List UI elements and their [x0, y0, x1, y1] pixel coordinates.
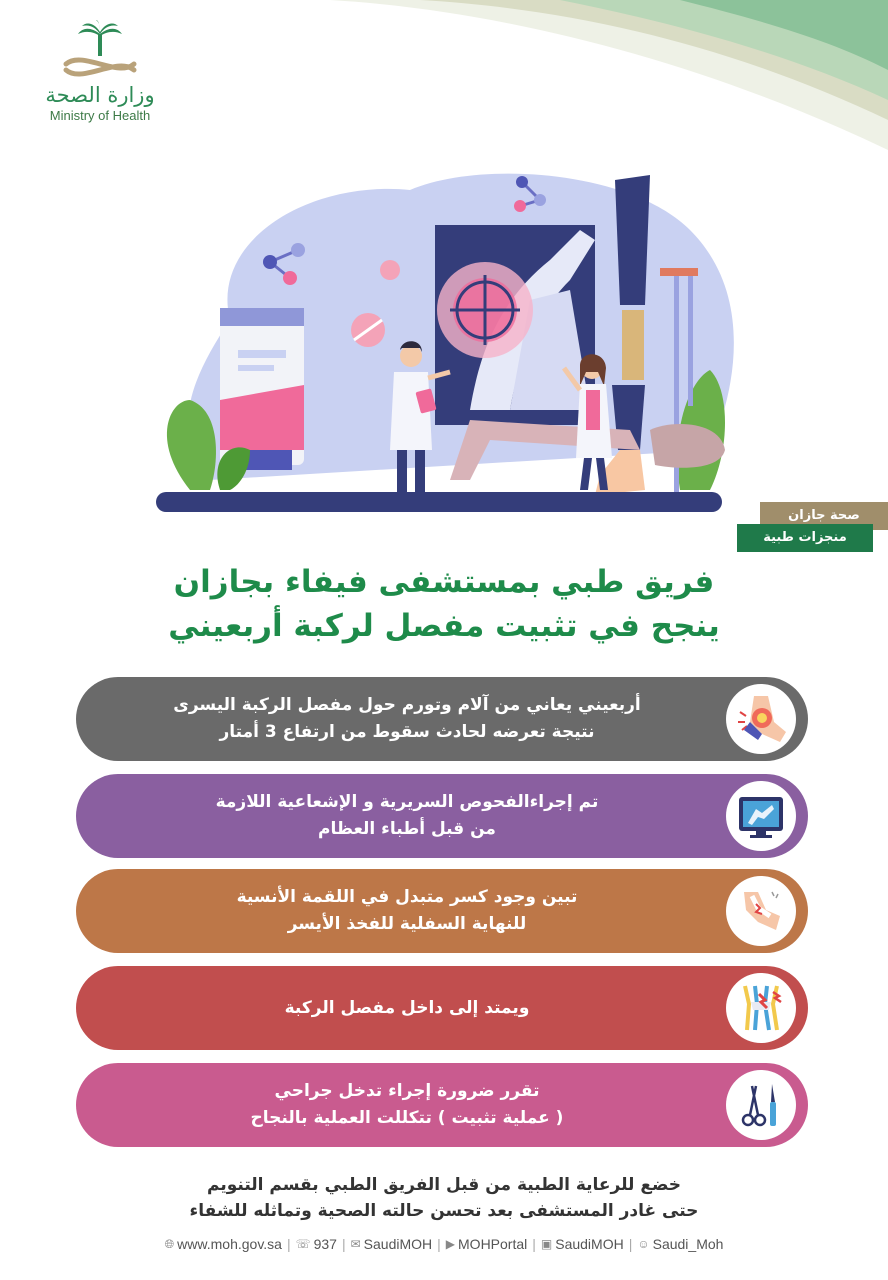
palm-swords-emblem-icon [52, 20, 148, 82]
info-card [76, 869, 808, 953]
phone-link[interactable] [291, 1236, 342, 1252]
snapchat-icon: ☺︎ [637, 1237, 650, 1251]
logo-arabic-name: وزارة الصحة [45, 83, 155, 107]
info-card-line-2: نتيجة تعرضه لحادث سقوط من ارتفاع 3 أمتار [219, 722, 595, 742]
headline [60, 560, 828, 648]
info-card-line-1: تقرر ضرورة إجراء تدخل جراحي [274, 1081, 540, 1101]
facebook-label: SaudiMOH [555, 1236, 624, 1252]
knee-joint-pain-icon [726, 973, 796, 1043]
youtube-icon: ▶︎ [445, 1237, 456, 1251]
info-card-text [116, 1063, 698, 1147]
injured-knee-icon [726, 684, 796, 754]
phone-icon: ☏ [295, 1237, 311, 1251]
info-card-line-1: تبين وجود كسر متبدل في اللقمة الأنسية [236, 887, 578, 907]
info-card-line-1: ويمتد إلى داخل مفصل الركبة [284, 997, 530, 1018]
info-card [76, 774, 808, 858]
website-link[interactable] [160, 1236, 287, 1252]
moh-logo [30, 20, 170, 132]
info-card-text [116, 677, 698, 761]
info-card-line-2: ( عملية تثبيت ) تتكللت العملية بالنجاح [250, 1108, 564, 1128]
twitter-label: SaudiMOH [363, 1236, 433, 1252]
info-card-line-1: أربعيني يعاني من آلام وتورم حول مفصل الركبة اليسرى [173, 695, 641, 715]
snapchat-link[interactable] [632, 1236, 728, 1252]
logo-english-name: Ministry of Health [49, 108, 151, 124]
snapchat-label: Saudi_Moh [652, 1236, 724, 1252]
info-card [76, 677, 808, 761]
website-label: www.moh.gov.sa [177, 1236, 282, 1252]
closing-statement [60, 1172, 828, 1224]
region-tag: صحة جازان [760, 502, 888, 530]
closing-line-1: خضع للرعاية الطبية من قبل الفريق الطبي بقسم التنويم [207, 1175, 681, 1195]
divider: | [437, 1236, 441, 1252]
info-card-text [116, 774, 698, 858]
info-card-text [116, 869, 698, 953]
info-card-text [116, 966, 698, 1050]
headline-line-1: فريق طبي بمستشفى فيفاء بجازان [173, 564, 715, 600]
facebook-link[interactable] [536, 1236, 629, 1252]
closing-line-2: حتى غادر المستشفى بعد تحسن حالته الصحية وتماثله للشفاء [189, 1201, 699, 1221]
social-bar [0, 1236, 888, 1252]
info-card [76, 966, 808, 1050]
info-card-line-1: تم إجراءالفحوص السريرية و الإشعاعية اللازمة [215, 792, 599, 812]
youtube-label: MOHPortal [458, 1236, 528, 1252]
knee-fracture-icon [726, 876, 796, 946]
facebook-icon: ▣ [540, 1237, 553, 1251]
twitter-icon: ✉︎ [350, 1237, 361, 1251]
divider: | [341, 1236, 346, 1252]
xray-monitor-icon [726, 781, 796, 851]
divider: | [532, 1236, 536, 1252]
globe-icon: 🌐︎ [164, 1236, 175, 1251]
info-card-line-2: للنهاية السفلية للفخذ الأيسر [287, 914, 527, 934]
phone-label: 937 [313, 1236, 337, 1252]
medical-team-illustration [150, 150, 750, 520]
info-card [76, 1063, 808, 1147]
headline-line-2: ينجح في تثبيت مفصل لركبة أربعيني [168, 608, 720, 644]
surgical-tools-icon [726, 1070, 796, 1140]
info-card-line-2: من قبل أطباء العظام [318, 819, 496, 839]
category-tag: منجزات طبية [737, 524, 873, 552]
youtube-link[interactable] [441, 1236, 532, 1252]
divider: | [286, 1236, 291, 1252]
twitter-link[interactable] [346, 1236, 438, 1252]
divider: | [628, 1236, 633, 1252]
